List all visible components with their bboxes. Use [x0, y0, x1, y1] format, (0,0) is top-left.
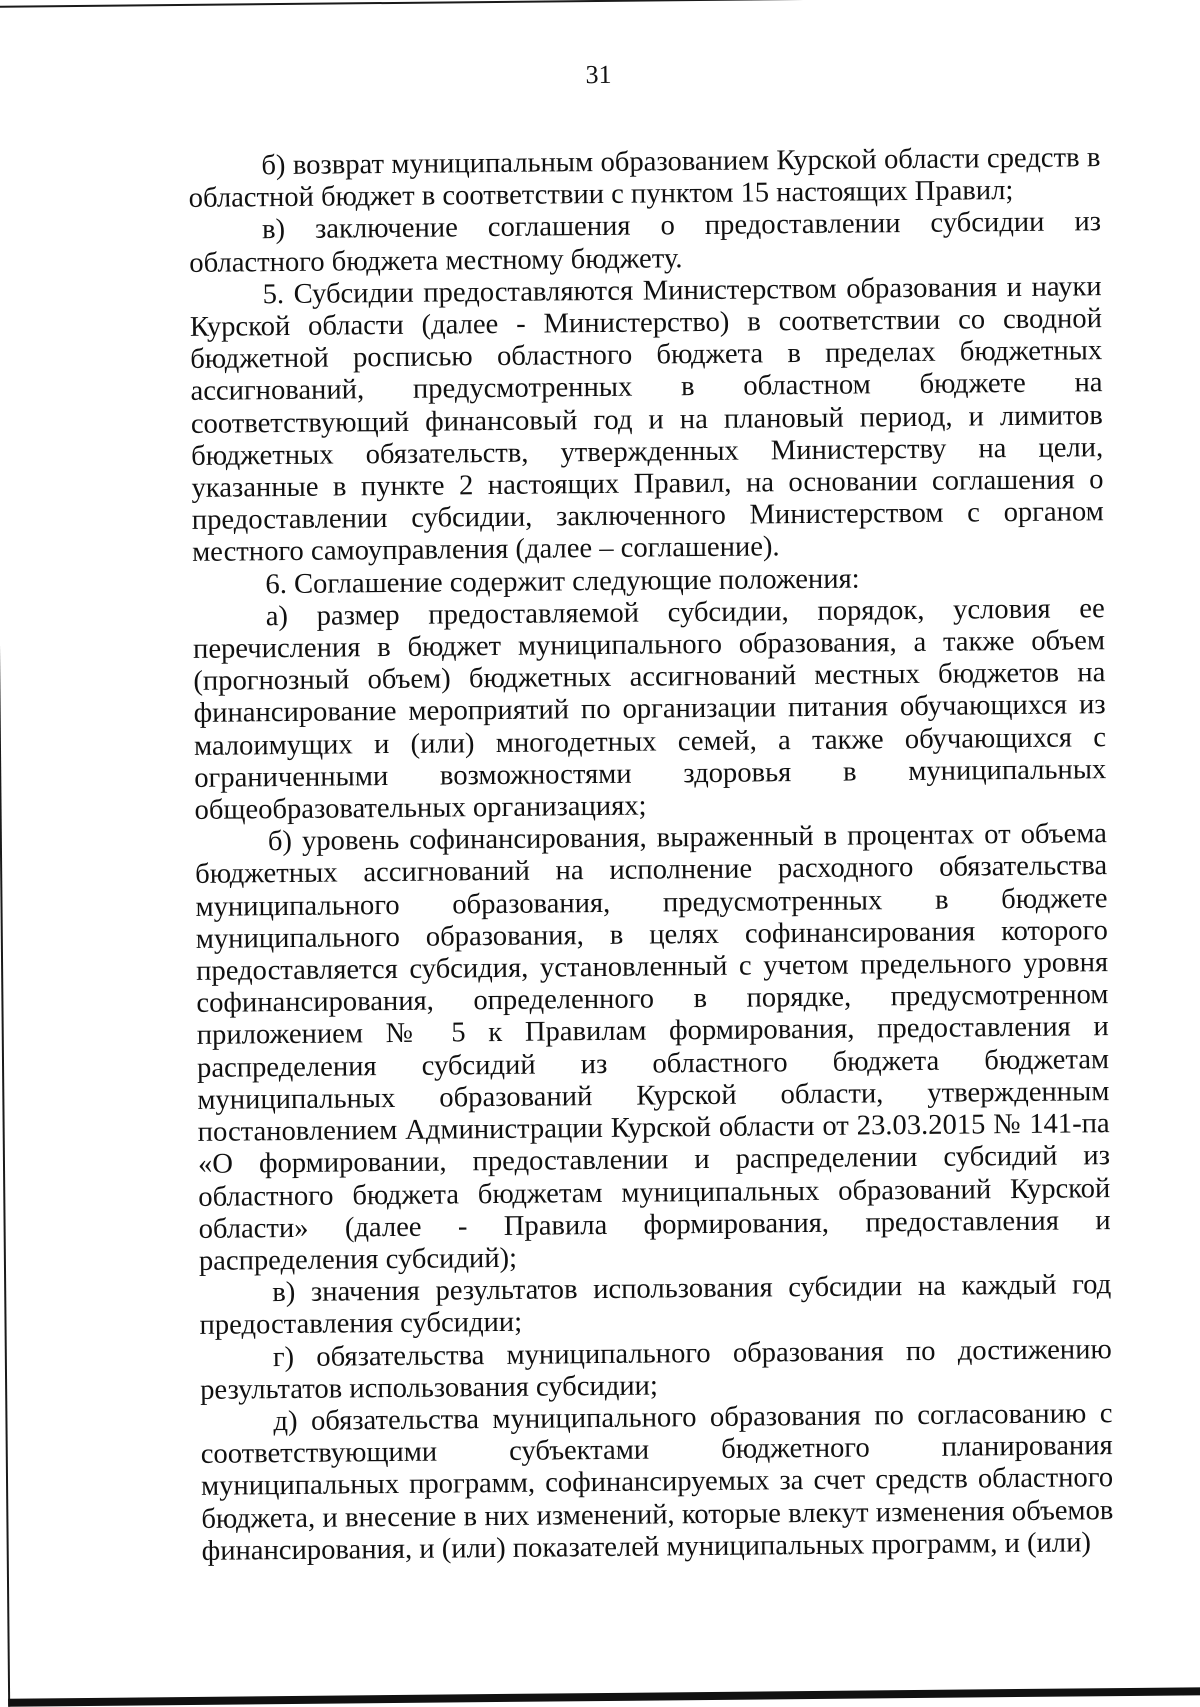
paragraph-4v: в) заключение соглашения о предоставлении субсидии из областного бюджета местному бюджету. [189, 206, 1102, 279]
scan-edge-bottom [8, 1687, 1200, 1707]
paragraph-6g: г) обязательства муниципального образования по достижению результатов использования субсидии; [200, 1333, 1112, 1406]
scan-edge-left [0, 6, 10, 1707]
paragraph-5: 5. Субсидии предоставляются Министерством образования и науки Курской области (далее - Министерство) в соответствии со сводной бюджетной росписью областного бюджета в пределах бюджетных ассигнований, предусмотренных в областном бюджете на соответствующий финансовый год и на плановый период, и лимитов бюджетных обязательств, утвержденных Министерству на цели, указанные в пункте 2 настоящих Правил, на основании соглашения о предоставлении субсидии, заключенного Министерством с органом местного самоуправления (далее – соглашение). [189, 270, 1104, 569]
paragraph-6a: а) размер предоставляемой субсидии, порядок, условия ее перечисления в бюджет муниципального образования, а также объем (прогнозный объем) бюджетных ассигнований местных бюджетов на финансирование мероприятий по организации питания обучающихся из малоимущих и (или) многодетных семей, а также обучающихся с ограниченными возможностями здоровья в муниципальных общеобразовательных организациях; [192, 592, 1107, 826]
page-number: 31 [585, 59, 612, 90]
paragraph-6d: д) обязательства муниципального образования по согласованию с соответствующими субъектами бюджетного планирования муниципальных программ, софинансируемых за счет средств областного бюджета, и внесение в них изменений, которые влекут изменения объемов финансирования, и (или) показателей муниципальных программ, и (или) [200, 1398, 1114, 1567]
paragraph-6b: б) уровень софинансирования, выраженный в процентах от объема бюджетных ассигнований на исполнение расходного обязательства муниципального образования, предусмотренных в бюджете муниципального образования, в целях софинансирования которого предоставляется субсидия, установленный с учетом предельного уровня софинансирования, определенного в порядке, предусмотренном приложением № 5 к Правилам формирования, предоставления и распределения субсидий из областного бюджета бюджетам муниципальных образований Курской области, утвержденным постановлением Администрации Курской области от 23.03.2015 № 141-па «О формировании, предоставлении и распределении субсидий из областного бюджета бюджетам муниципальных образований Курской области» (далее - Правила формирования, предоставления и распределения субсидий); [195, 818, 1111, 1277]
paragraph-6v: в) значения результатов использования субсидии на каждый год предоставления субсидии; [199, 1269, 1112, 1342]
scan-edge-top [0, 0, 1192, 8]
paragraph-6: 6. Соглашение содержит следующие положения: [265, 563, 860, 600]
document-body [188, 142, 1114, 1568]
paragraph-4b: б) возврат муниципальным образованием Курской области средств в областной бюджет в соответствии с пунктом 15 настоящих Правил; [188, 142, 1101, 215]
